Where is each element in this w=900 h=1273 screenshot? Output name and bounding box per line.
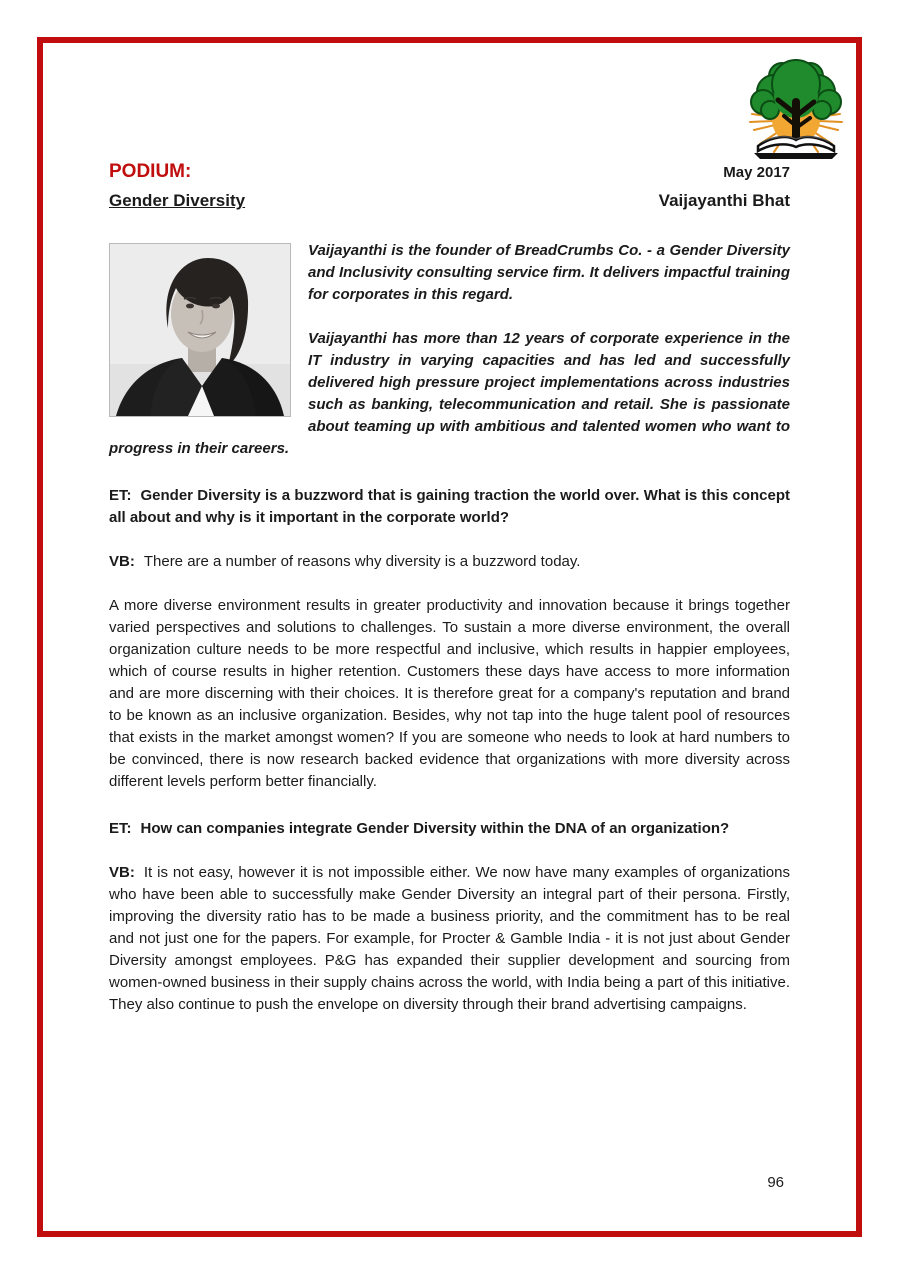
speaker-label: ET: xyxy=(109,820,132,837)
answer-2-text: It is not easy, however it is not impossible either. We now have many examples of organizations who have been able to successfully make Gender Diversity an integral part of their persona. Firstly, improving the diversity ratio has to be made a business priority, and the commitment has to be real and not just one for the papers. For example, for Procter & Gamble India - it is not just about Gender Diversity amongst employees. P&G has expanded their supplier development and sourcing from women-owned business in their supply chains across the world, with India being a part of this initiative. They also continue to push the envelope on diversity through their brand advertising campaigns. xyxy=(109,864,790,1013)
speaker-label: VB: xyxy=(109,864,135,881)
question-2 xyxy=(109,818,790,840)
speaker-label: VB: xyxy=(109,553,135,570)
portrait-photo xyxy=(109,243,291,417)
question-1-text: Gender Diversity is a buzzword that is gaining traction the world over. What is this concept all about and why is it important in the corporate world? xyxy=(109,487,790,526)
article-topic: Gender Diversity xyxy=(109,191,246,210)
portrait-illustration xyxy=(110,244,290,416)
section-label: PODIUM: xyxy=(109,161,192,182)
answer-1-lead xyxy=(109,551,790,573)
answer-1-lead-text: There are a number of reasons why diversity is a buzzword today. xyxy=(143,553,581,570)
intro-paragraph-2: Vaijayanthi has more than 12 years of corporate experience in the IT industry in varying capacities and has led and successfully delivered high pressure project implementations across industries such as banking, telecommunication and retail. She is passionate about teaming up with ambitious and talented women who want to progress in their careers. xyxy=(109,330,790,457)
page-content xyxy=(43,43,856,1231)
answer-2 xyxy=(109,862,790,1016)
page-border-frame xyxy=(37,37,862,1237)
author-name: Vaijayanthi Bhat xyxy=(658,191,790,210)
issue-date: May 2017 xyxy=(723,164,790,181)
header-row-1 xyxy=(109,161,790,183)
page-number: 96 xyxy=(767,1174,784,1191)
question-2-text: How can companies integrate Gender Diversity within the DNA of an organization? xyxy=(140,820,730,837)
intro-section xyxy=(109,240,790,460)
answer-1-body: A more diverse environment results in greater productivity and innovation because it brings together varied perspectives and solutions to challenges. To sustain a more diverse environment, the overall organization culture needs to be more respectful and inclusive, which results in happier employees, which of course results in higher retention. Customers these days have access to more information and are more discerning with their choices. It is therefore great for a company's reputation and brand to be known as an inclusive organization. Besides, why not tap into the huge talent pool of resources that exists in the market amongst women? If you are someone who needs to look at hard numbers to be convinced, there is now research backed evidence that organizations with more diversity across different levels perform better financially. xyxy=(109,597,790,790)
intro-paragraph-1: Vaijayanthi is the founder of BreadCrumbs Co. - a Gender Diversity and Inclusivity consulting service firm. It delivers impactful training for corporates in this regard. xyxy=(308,242,790,303)
question-1 xyxy=(109,485,790,529)
speaker-label: ET: xyxy=(109,487,132,504)
header-row-2 xyxy=(109,191,790,211)
